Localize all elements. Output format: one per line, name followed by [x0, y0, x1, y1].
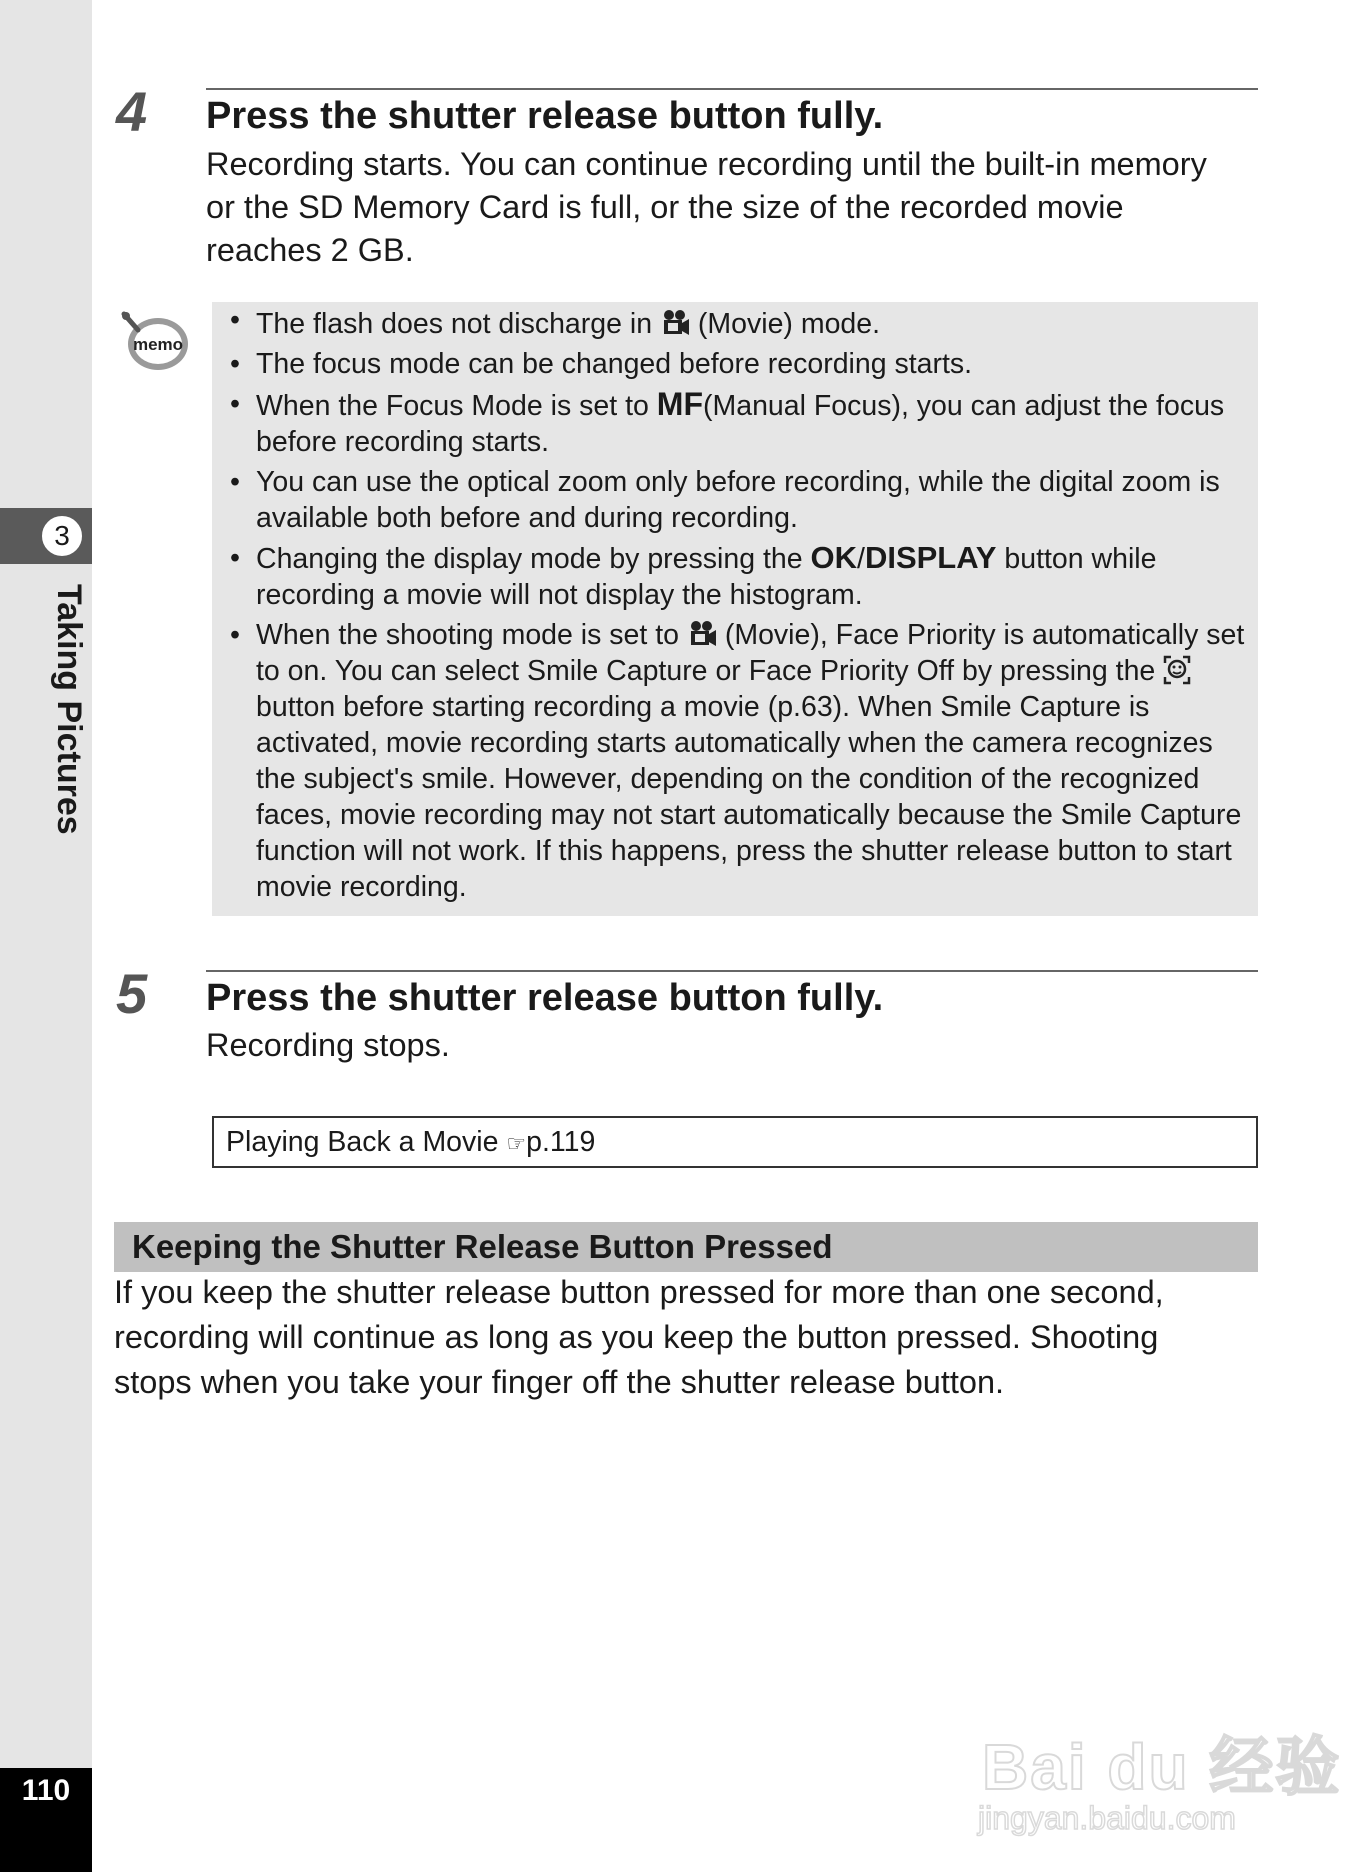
section-line: If you keep the shutter release button pressed for more than one second,	[114, 1274, 1164, 1310]
step-4-number: 4	[116, 80, 148, 143]
movie-mode-icon	[660, 309, 690, 337]
step-4-line: or the SD Memory Card is full, or the size of the recorded movie	[206, 189, 1124, 225]
step-4-line: Recording starts. You can continue recording until the built-in memory	[206, 146, 1207, 182]
section-line: stops when you take your finger off the shutter release button.	[114, 1364, 1005, 1400]
reference-box	[212, 1116, 1258, 1168]
chapter-number: 3	[40, 514, 84, 558]
reference-page[interactable]: p.119	[526, 1126, 596, 1158]
step-4-title: Press the shutter release button fully.	[206, 95, 884, 137]
page-reference-icon: ☞	[506, 1131, 527, 1156]
step-5-rule	[206, 970, 1258, 972]
section-heading: Keeping the Shutter Release Button Pressed	[114, 1222, 1258, 1272]
step-4-description	[206, 143, 1207, 272]
watermark-logo: Bai du 经验	[982, 1731, 1342, 1803]
memo-item: • The flash does not discharge in (Movie) mode.	[230, 302, 1250, 342]
step-5-description: Recording stops.	[206, 1027, 450, 1063]
memo-list	[230, 302, 1250, 905]
memo-icon	[120, 308, 190, 374]
step-4-line: reaches 2 GB.	[206, 232, 414, 268]
movie-mode-icon	[687, 620, 717, 648]
chapter-title: Taking Pictures	[50, 584, 88, 835]
memo-item: • You can use the optical zoom only before recording, while the digital zoom is available both before and during recording.	[230, 464, 1250, 536]
page-number: 110	[21, 1774, 71, 1807]
memo-item: • Changing the display mode by pressing the OK/DISPLAY button while recording a movie will not display the histogram.	[230, 540, 1250, 613]
step-5-title: Press the shutter release button fully.	[206, 977, 884, 1019]
memo-item: • When the shooting mode is set to (Movie), Face Priority is automatically set to on. You can select Smile Capture or Face Priority Off by pressing the button before starting recording a movie (p.63). When Smile Capture is activated, movie recording starts automatically when the camera recognizes the subject's smile. However, depending on the condition of the recognized faces, movie recording may not start automatically because the Smile Capture function will not work. If this happens, press the shutter release button to start movie recording.	[230, 617, 1250, 905]
face-detection-icon	[1163, 655, 1191, 685]
memo-item: • When the Focus Mode is set to MF(Manual Focus), you can adjust the focus before recording starts.	[230, 386, 1250, 460]
ok-symbol: OK	[810, 540, 858, 575]
display-symbol: DISPLAY	[864, 540, 997, 575]
chapter-sidebar	[0, 0, 92, 1872]
section-body	[114, 1270, 1264, 1405]
step-4-rule	[206, 88, 1258, 90]
step-5-number: 5	[116, 962, 148, 1025]
baidu-watermark	[972, 1690, 1342, 1840]
reference-text: Playing Back a Movie	[226, 1126, 507, 1158]
mf-symbol: MF	[656, 386, 703, 422]
section-line: recording will continue as long as you keep the button pressed. Shooting	[114, 1319, 1159, 1355]
memo-item: • The focus mode can be changed before recording starts.	[230, 346, 1250, 382]
svg-text:memo: memo	[132, 335, 184, 354]
watermark-url: jingyan.baidu.com	[978, 1800, 1236, 1836]
